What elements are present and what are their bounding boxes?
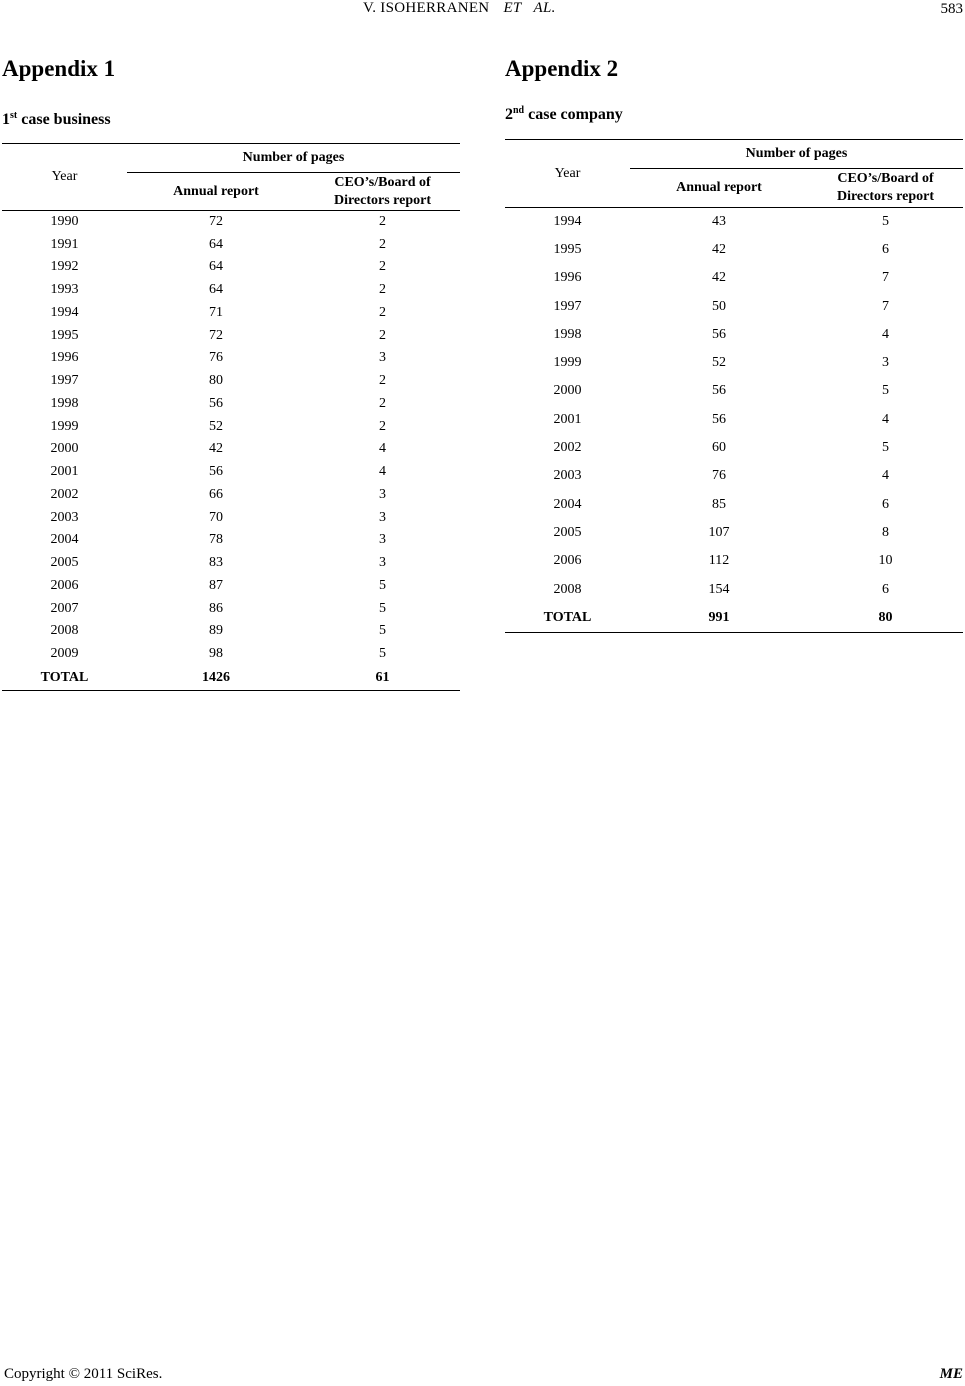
appendix-2-cell-year: 1998 [553, 326, 582, 342]
appendix-1-cell-ceo: 2 [379, 395, 386, 411]
appendix-2-col-annual: Annual report [630, 169, 808, 208]
appendix-2-cell-ceo: 3 [882, 355, 889, 371]
appendix-2-cell-year: 1999 [553, 355, 582, 371]
appendix-2-cell-ceo: 8 [882, 524, 889, 540]
appendix-2-cell-ceo: 10 [878, 553, 893, 569]
appendix-2-cell-year: 2008 [553, 581, 582, 597]
appendix-1-cell-ceo: 2 [379, 259, 386, 275]
table-row [505, 321, 963, 349]
appendix-1-cell-ceo: 2 [379, 418, 386, 434]
table-row [505, 377, 963, 405]
appendix-2-table [505, 139, 963, 633]
appendix-1-cell-annual: 56 [209, 464, 223, 480]
table-row [2, 461, 460, 484]
appendix-1-cell-year: 1998 [50, 395, 79, 411]
table-row [505, 519, 963, 547]
appendix-1-cell-annual: 52 [209, 418, 223, 434]
appendix-2-cell-year: 1996 [553, 270, 582, 286]
appendix-2-cell-ceo: 4 [882, 411, 889, 427]
appendix-1-cell-annual: 72 [209, 214, 223, 230]
table-row [505, 406, 963, 434]
table-row [505, 264, 963, 292]
appendix-2-cell-year: 2006 [553, 553, 582, 569]
appendix-1-cell-year: 2000 [50, 441, 79, 457]
appendix-1-cell-annual: 83 [209, 555, 223, 571]
table-row [2, 256, 460, 279]
appendix-2-cell-year: 2000 [553, 383, 582, 399]
table-row [505, 575, 963, 603]
appendix-1-cell-annual: 64 [209, 259, 223, 275]
appendix-1-cell-ceo: 2 [379, 282, 386, 298]
appendix-2-cell-ceo: 5 [882, 383, 889, 399]
appendix-1-cell-annual: 42 [209, 441, 223, 457]
appendix-1-cell-ceo: 3 [379, 555, 386, 571]
appendix-1-cell-annual: 72 [209, 327, 223, 343]
appendix-2-subtitle-text: case company [524, 106, 623, 123]
appendix-2-cell-annual: 42 [712, 241, 726, 257]
table-row [2, 324, 460, 347]
appendix-1-table [2, 143, 460, 691]
appendix-2-cell-ceo: 6 [882, 581, 889, 597]
appendix-1-col-ceo-line2: Directors report [333, 192, 432, 208]
table-row [2, 597, 460, 620]
footer-copyright: Copyright © 2011 SciRes. [4, 1366, 163, 1382]
appendix-2-col-group: Number of pages [630, 140, 963, 169]
appendix-2-subtitle-block [505, 106, 623, 124]
appendix-1-cell-annual: 98 [209, 646, 223, 662]
appendix-1-cell-ceo: 5 [379, 577, 386, 593]
appendix-1-total-ceo: 61 [305, 666, 460, 691]
table-row [2, 438, 460, 461]
table-row [2, 415, 460, 438]
appendix-1-col-ceo [305, 173, 460, 211]
appendix-2-cell-year: 2005 [553, 524, 582, 540]
appendix-1-cell-ceo: 2 [379, 236, 386, 252]
appendix-1-cell-annual: 87 [209, 577, 223, 593]
appendix-1-cell-ceo: 3 [379, 486, 386, 502]
appendix-2-col-ceo [808, 169, 963, 208]
table-row [505, 349, 963, 377]
appendix-2-total-ceo: 80 [808, 604, 963, 633]
table-row [505, 292, 963, 320]
appendix-1-cell-annual: 64 [209, 236, 223, 252]
appendix-1-cell-year: 1995 [50, 327, 79, 343]
table-row [2, 529, 460, 552]
table-row [2, 302, 460, 325]
appendix-1-cell-annual: 70 [209, 509, 223, 525]
appendix-1-subtitle-block [2, 111, 111, 129]
appendix-2-table-body [505, 208, 963, 633]
appendix-2-cell-year: 2001 [553, 411, 582, 427]
appendix-1-cell-year: 1999 [50, 418, 79, 434]
appendix-2-cell-ceo: 5 [882, 440, 889, 456]
appendix-1-title: Appendix 1 [2, 56, 116, 81]
appendix-2-cell-year: 1997 [553, 298, 582, 314]
appendix-1-col-year: Year [2, 144, 127, 211]
appendix-2-cell-annual: 107 [708, 524, 730, 540]
table-row [505, 547, 963, 575]
table-row [2, 506, 460, 529]
appendix-1-cell-annual: 86 [209, 600, 223, 616]
appendix-1-cell-ceo: 4 [379, 464, 386, 480]
appendix-1-cell-ceo: 3 [379, 532, 386, 548]
appendix-2-cell-annual: 52 [712, 355, 726, 371]
appendix-2-col-ceo-line1: CEO’s/Board of [837, 171, 934, 186]
appendix-1-cell-year: 2008 [50, 623, 79, 639]
table-total-row [505, 604, 963, 633]
appendix-2-cell-annual: 76 [712, 468, 726, 484]
appendix-1-subtitle [2, 111, 111, 129]
appendix-1-col-group: Number of pages [127, 144, 460, 173]
table-row [2, 620, 460, 643]
appendix-1-cell-ceo: 3 [379, 350, 386, 366]
appendix-2-cell-annual: 50 [712, 298, 726, 314]
appendix-1-cell-year: 1997 [50, 373, 79, 389]
appendix-2-total-label: TOTAL [505, 604, 630, 633]
appendix-1-cell-year: 2004 [50, 532, 79, 548]
appendix-2-cell-annual: 42 [712, 270, 726, 286]
appendix-2-cell-ceo: 7 [882, 298, 889, 314]
table-row [505, 208, 963, 236]
appendix-2-cell-annual: 112 [708, 553, 730, 569]
running-head-et: ET [503, 0, 522, 16]
appendix-2-cell-ceo: 4 [882, 326, 889, 342]
appendix-1-cell-year: 2007 [50, 600, 79, 616]
appendix-1-cell-ceo: 2 [379, 214, 386, 230]
table-row [2, 575, 460, 598]
appendix-1-cell-year: 1993 [50, 282, 79, 298]
appendix-1-cell-year: 1994 [50, 304, 79, 320]
appendix-1-cell-annual: 64 [209, 282, 223, 298]
table-row [2, 370, 460, 393]
appendix-2-cell-annual: 154 [708, 581, 730, 597]
table-row [505, 236, 963, 264]
running-head [363, 0, 556, 17]
appendix-1-cell-ceo: 5 [379, 646, 386, 662]
appendix-1-cell-year: 1996 [50, 350, 79, 366]
appendix-1-cell-ceo: 2 [379, 327, 386, 343]
appendix-2-subtitle [505, 106, 623, 124]
running-head-author: V. ISOHERRANEN [363, 0, 490, 16]
appendix-2-heading [505, 56, 618, 82]
appendix-1-table-body [2, 211, 460, 691]
appendix-1-cell-year: 2003 [50, 509, 79, 525]
table-total-row [2, 666, 460, 691]
appendix-2-cell-year: 2002 [553, 440, 582, 456]
appendix-2-total-annual: 991 [630, 604, 808, 633]
appendix-1-subtitle-number: 1 [2, 111, 10, 128]
appendix-2-cell-annual: 60 [712, 440, 726, 456]
table-row [2, 484, 460, 507]
appendix-2-cell-year: 2004 [553, 496, 582, 512]
appendix-1-cell-year: 2001 [50, 464, 79, 480]
table-row [2, 643, 460, 666]
appendix-1-cell-annual: 78 [209, 532, 223, 548]
appendix-1-cell-ceo: 3 [379, 509, 386, 525]
page-number: 583 [940, 1, 963, 17]
appendix-1-cell-annual: 66 [209, 486, 223, 502]
appendix-1-cell-year: 1991 [50, 236, 79, 252]
appendix-1-cell-annual: 76 [209, 350, 223, 366]
appendix-1-total-label: TOTAL [2, 666, 127, 691]
appendix-1-cell-annual: 80 [209, 373, 223, 389]
appendix-2-cell-annual: 43 [712, 213, 726, 229]
appendix-2-title: Appendix 2 [505, 56, 619, 81]
appendix-1-col-ceo-line1: CEO’s/Board of [334, 174, 431, 190]
appendix-2-cell-year: 1994 [553, 213, 582, 229]
appendix-2-cell-year: 2003 [553, 468, 582, 484]
appendix-1-cell-year: 2005 [50, 555, 79, 571]
appendix-1-cell-ceo: 5 [379, 600, 386, 616]
appendix-2-subtitle-number: 2 [505, 106, 513, 123]
table-row [2, 347, 460, 370]
appendix-1-subtitle-text: case business [17, 111, 111, 128]
appendix-1-heading [2, 56, 115, 82]
appendix-1-cell-year: 2009 [50, 646, 79, 662]
appendix-1-subtitle-ordinal: st [10, 110, 18, 121]
table-row [2, 233, 460, 256]
appendix-1-total-annual: 1426 [127, 666, 305, 691]
table-row [2, 211, 460, 234]
appendix-2-cell-annual: 85 [712, 496, 726, 512]
appendix-2-cell-ceo: 7 [882, 270, 889, 286]
table-row [2, 552, 460, 575]
appendix-2-cell-ceo: 5 [882, 213, 889, 229]
appendix-1-cell-year: 1990 [50, 214, 79, 230]
appendix-2-cell-ceo: 4 [882, 468, 889, 484]
appendix-2-col-ceo-line2: Directors report [836, 189, 935, 204]
table-row [505, 462, 963, 490]
table-row [505, 490, 963, 518]
appendix-2-cell-ceo: 6 [882, 496, 889, 512]
appendix-2-subtitle-ordinal: nd [513, 105, 525, 116]
appendix-2-col-year: Year [505, 140, 630, 208]
appendix-1-cell-annual: 71 [209, 304, 223, 320]
appendix-1-cell-ceo: 2 [379, 373, 386, 389]
table-row [2, 279, 460, 302]
appendix-1-cell-annual: 89 [209, 623, 223, 639]
appendix-2-cell-annual: 56 [712, 411, 726, 427]
appendix-1-cell-ceo: 4 [379, 441, 386, 457]
table-row [2, 393, 460, 416]
appendix-2-cell-ceo: 6 [882, 241, 889, 257]
appendix-2-cell-year: 1995 [553, 241, 582, 257]
appendix-2-cell-annual: 56 [712, 383, 726, 399]
appendix-1-col-annual: Annual report [127, 173, 305, 211]
appendix-1-cell-year: 2006 [50, 577, 79, 593]
appendix-1-cell-year: 1992 [50, 259, 79, 275]
appendix-1-cell-ceo: 2 [379, 304, 386, 320]
appendix-2-cell-annual: 56 [712, 326, 726, 342]
appendix-1-cell-annual: 56 [209, 395, 223, 411]
footer-journal: ME [939, 1366, 963, 1382]
appendix-1-cell-ceo: 5 [379, 623, 386, 639]
running-head-al: AL. [533, 0, 556, 16]
table-row [505, 434, 963, 462]
appendix-1-cell-year: 2002 [50, 486, 79, 502]
